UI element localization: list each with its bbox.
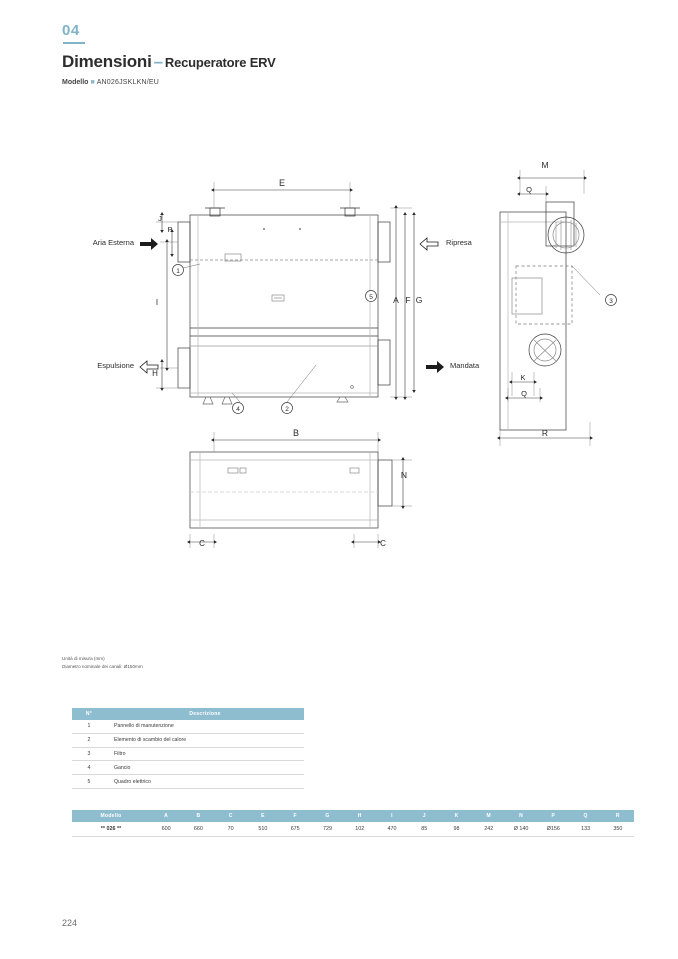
table-row	[72, 822, 634, 837]
callout-1: 1	[176, 268, 180, 275]
page-header	[62, 22, 276, 86]
model-value: AN026JSKLKN/EU	[96, 79, 160, 86]
dimensions-header-g: G	[311, 810, 343, 822]
dimensions-table	[72, 810, 634, 837]
dim-label-K: K	[520, 373, 526, 382]
dim-label-P: P	[167, 225, 173, 234]
dimensions-header-n: N	[505, 810, 537, 822]
legend-table	[72, 708, 304, 789]
dim-label-G: G	[415, 295, 423, 305]
chapter-rule	[63, 42, 85, 44]
legend-header-number: N°	[72, 708, 106, 720]
page-title	[62, 52, 276, 72]
dim-label-A: A	[393, 295, 399, 305]
dim-label-Q-top: Q	[526, 185, 532, 194]
dim-label-J: J	[158, 214, 162, 223]
dim-label-B: B	[292, 428, 300, 438]
dimensions-header-a: A	[150, 810, 182, 822]
dim-label-Q-bottom: Q	[521, 389, 527, 398]
page-title-sub: Recuperatore ERV	[164, 55, 276, 70]
dimensions-header-m: M	[473, 810, 505, 822]
flow-label-espulsione: Espulsione	[97, 361, 134, 370]
callout-3: 3	[609, 298, 613, 305]
dimensions-cell-g: 729	[311, 822, 343, 837]
dim-label-N: N	[400, 470, 408, 480]
flow-label-aria-esterna: Aria Esterna	[92, 238, 134, 247]
dimensions-cell-j: 85	[408, 822, 440, 837]
note-duct-diameter: Diametro nominale dei canali: Ø150mm	[62, 664, 143, 670]
technical-drawing	[0, 150, 678, 580]
page-title-main: Dimensioni	[62, 52, 152, 71]
dimensions-cell-b: 660	[182, 822, 214, 837]
legend-cell-description: Pannello di manutenzione	[106, 720, 304, 733]
legend-cell-description: Elemento di scambio del calore	[106, 733, 304, 747]
dimensions-cell-e: 510	[247, 822, 279, 837]
flow-label-mandata: Mandata	[450, 361, 480, 370]
model-line	[62, 79, 276, 86]
dimensions-header-e: E	[247, 810, 279, 822]
page-title-dash: –	[153, 52, 163, 71]
model-label: Modello	[62, 79, 89, 86]
dimensions-cell-k: 98	[440, 822, 472, 837]
legend-cell-description: Filtro	[106, 747, 304, 761]
dimensions-header-b: B	[182, 810, 214, 822]
dim-label-R: R	[541, 428, 549, 438]
dimensions-cell-h: 102	[344, 822, 376, 837]
dimensions-cell-i: 470	[376, 822, 408, 837]
units-notes	[62, 655, 143, 672]
table-row	[72, 761, 304, 775]
dimensions-header-h: H	[344, 810, 376, 822]
legend-header-description: Descrizione	[106, 708, 304, 720]
table-row	[72, 747, 304, 761]
dimensions-header-j: J	[408, 810, 440, 822]
dimensions-header-f: F	[279, 810, 311, 822]
callout-5: 5	[369, 294, 373, 301]
dimensions-cell-m: 242	[473, 822, 505, 837]
legend-cell-number: 2	[72, 733, 106, 747]
legend-cell-number: 4	[72, 761, 106, 775]
dim-label-E: E	[278, 178, 286, 188]
table-row	[72, 733, 304, 747]
flow-label-ripresa: Ripresa	[446, 238, 472, 247]
dim-label-F: F	[405, 295, 411, 305]
table-row	[72, 720, 304, 733]
dim-label-M: M	[541, 160, 549, 170]
callout-2: 2	[285, 406, 289, 413]
dimensions-header-p: P	[537, 810, 569, 822]
dimensions-header-modello: Modello	[72, 810, 150, 822]
dim-label-H: H	[152, 369, 158, 378]
callout-4: 4	[236, 406, 240, 413]
note-units: Unità di misura (mm)	[62, 656, 105, 661]
dimensions-header-k: K	[440, 810, 472, 822]
model-separator: ■	[90, 79, 95, 86]
chapter-number: 04	[62, 22, 80, 39]
dimensions-cell-c: 70	[215, 822, 247, 837]
legend-cell-number: 5	[72, 775, 106, 789]
dimensions-cell-q: 133	[569, 822, 601, 837]
legend-cell-number: 3	[72, 747, 106, 761]
dimensions-cell-p: Ø156	[537, 822, 569, 837]
dim-label-C-left: C	[199, 539, 205, 548]
dimensions-cell-r: 350	[602, 822, 634, 837]
dimensions-cell-modello: ** 026 **	[72, 822, 150, 837]
dimensions-header-row	[72, 810, 634, 822]
legend-cell-description: Gancio	[106, 761, 304, 775]
dimensions-header-r: R	[602, 810, 634, 822]
dimensions-header-c: C	[215, 810, 247, 822]
legend-cell-number: 1	[72, 720, 106, 733]
dimensions-cell-f: 675	[279, 822, 311, 837]
table-row	[72, 775, 304, 789]
dim-label-I: I	[155, 298, 159, 307]
dimensions-header-i: I	[376, 810, 408, 822]
dim-label-C-right: C	[380, 539, 386, 548]
legend-header-row	[72, 708, 304, 720]
page-number: 224	[62, 918, 78, 928]
dimensions-cell-a: 600	[150, 822, 182, 837]
legend-cell-description: Quadro elettrico	[106, 775, 304, 789]
dimensions-cell-n: Ø 140	[505, 822, 537, 837]
dimensions-header-q: Q	[569, 810, 601, 822]
